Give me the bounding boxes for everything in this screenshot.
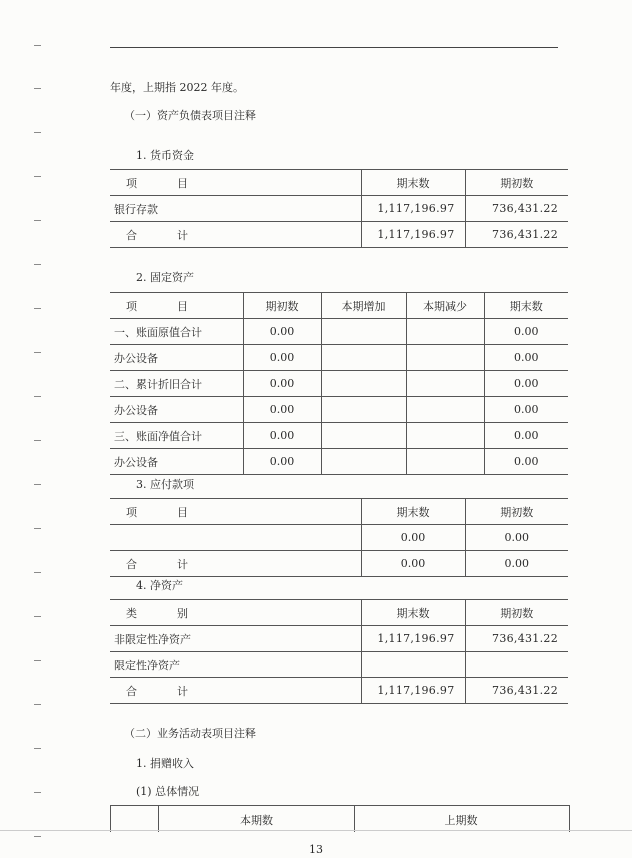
col-item-header: 项 目 [110,499,361,525]
table-row [110,397,568,423]
row-decrease-value [406,345,484,371]
row-end-value: 1,117,196.97 [361,678,465,704]
table-row [110,345,568,371]
row-end-value: 0.00 [484,449,568,475]
row-end-value: 0.00 [361,551,465,577]
row-item: 限定性净资产 [110,652,361,678]
row-end-value: 0.00 [484,319,568,345]
margin-dash [34,396,41,397]
donation-heading: 1. 捐赠收入 [136,757,194,770]
row-end-value: 0.00 [484,397,568,423]
col-prior-header: 上期数 [444,814,478,827]
col-item-header: 类 别 [110,600,361,626]
table-row [110,222,568,248]
table-row [110,319,568,345]
row-begin-value: 0.00 [243,345,321,371]
row-begin-value: 0.00 [243,371,321,397]
fixed-heading: 2. 固定资产 [136,271,194,284]
row-end-value: 0.00 [361,525,465,551]
page-number: 13 [309,843,323,856]
row-begin-value: 0.00 [243,423,321,449]
margin-dash [34,308,41,309]
row-increase-value [321,371,406,397]
row-decrease-value [406,423,484,449]
row-begin-value: 736,431.22 [465,626,568,652]
row-begin-value: 0.00 [465,525,568,551]
table-row [110,196,568,222]
row-decrease-value [406,319,484,345]
margin-dash [34,528,41,529]
net-heading: 4. 净资产 [136,579,183,592]
page-bottom-edge [0,830,632,831]
cash-table [110,169,568,248]
row-item: 合 计 [110,551,361,577]
payable-heading: 3. 应付款项 [136,478,194,491]
section-heading-balance: （一）资产负债表项目注释 [124,109,256,122]
table-row [110,626,568,652]
margin-dash [34,660,41,661]
row-end-value: 1,117,196.97 [361,196,465,222]
col-end-header: 期末数 [484,293,568,319]
col-end-header: 期末数 [361,600,465,626]
margin-dash [34,484,41,485]
row-begin-value: 736,431.22 [465,222,568,248]
row-end-value [361,652,465,678]
payable-table [110,498,568,577]
row-begin-value: 0.00 [243,449,321,475]
col-item-header: 项 目 [110,293,243,319]
margin-dash [34,352,41,353]
section-heading-activities: （二）业务活动表项目注释 [124,727,256,740]
col-begin-header: 期初数 [465,600,568,626]
margin-dash [34,440,41,441]
row-decrease-value [406,371,484,397]
row-item: 一、账面原值合计 [110,319,243,345]
table-header-row [110,170,568,196]
margin-dash [34,264,41,265]
col-begin-header: 期初数 [243,293,321,319]
col-increase-header: 本期增加 [321,293,406,319]
table-row [110,551,568,577]
margin-dash [34,220,41,221]
row-item: 办公设备 [110,345,243,371]
row-end-value: 1,117,196.97 [361,626,465,652]
table-row [110,423,568,449]
row-item: 合 计 [110,678,361,704]
row-begin-value [465,652,568,678]
margin-dash [34,176,41,177]
table-row [110,678,568,704]
col-decrease-header: 本期减少 [406,293,484,319]
donation-subheading: (1) 总体情况 [136,785,200,798]
col-begin-header: 期初数 [465,499,568,525]
cash-heading: 1. 货币资金 [136,149,194,162]
row-item [110,525,361,551]
row-item: 三、账面净值合计 [110,423,243,449]
col-end-header: 期末数 [361,170,465,196]
row-item: 银行存款 [110,196,361,222]
row-increase-value [321,449,406,475]
intro-text: 年度，上期指 2022 年度。 [110,81,244,94]
row-end-value: 0.00 [484,423,568,449]
row-increase-value [321,423,406,449]
table-row [110,652,568,678]
margin-dash [34,836,41,837]
row-item: 二、累计折旧合计 [110,371,243,397]
margin-dash [34,792,41,793]
fixed-table [110,292,568,475]
margin-dash [34,616,41,617]
row-item: 办公设备 [110,449,243,475]
row-increase-value [321,397,406,423]
margin-dash [34,704,41,705]
col-end-header: 期末数 [361,499,465,525]
table-header-row [110,293,568,319]
row-decrease-value [406,449,484,475]
header-rule [110,47,558,48]
row-end-value: 1,117,196.97 [361,222,465,248]
margin-dash [34,748,41,749]
row-begin-value: 0.00 [243,319,321,345]
table-header-row [110,600,568,626]
row-end-value: 0.00 [484,345,568,371]
row-increase-value [321,345,406,371]
row-begin-value: 736,431.22 [465,678,568,704]
row-begin-value: 0.00 [243,397,321,423]
table-header-row [110,499,568,525]
donation-table-partial [110,805,570,832]
row-item: 合 计 [110,222,361,248]
row-item: 非限定性净资产 [110,626,361,652]
margin-dash [34,572,41,573]
col-item-header: 项 目 [110,170,361,196]
row-end-value: 0.00 [484,371,568,397]
row-increase-value [321,319,406,345]
row-decrease-value [406,397,484,423]
margin-dash [34,132,41,133]
table-row [110,371,568,397]
margin-dash [34,45,41,46]
row-item: 办公设备 [110,397,243,423]
table-row [110,525,568,551]
row-begin-value: 0.00 [465,551,568,577]
net-table [110,599,568,704]
col-begin-header: 期初数 [465,170,568,196]
row-begin-value: 736,431.22 [465,196,568,222]
col-current-header: 本期数 [240,814,273,827]
table-row [110,449,568,475]
margin-dash [34,88,41,89]
